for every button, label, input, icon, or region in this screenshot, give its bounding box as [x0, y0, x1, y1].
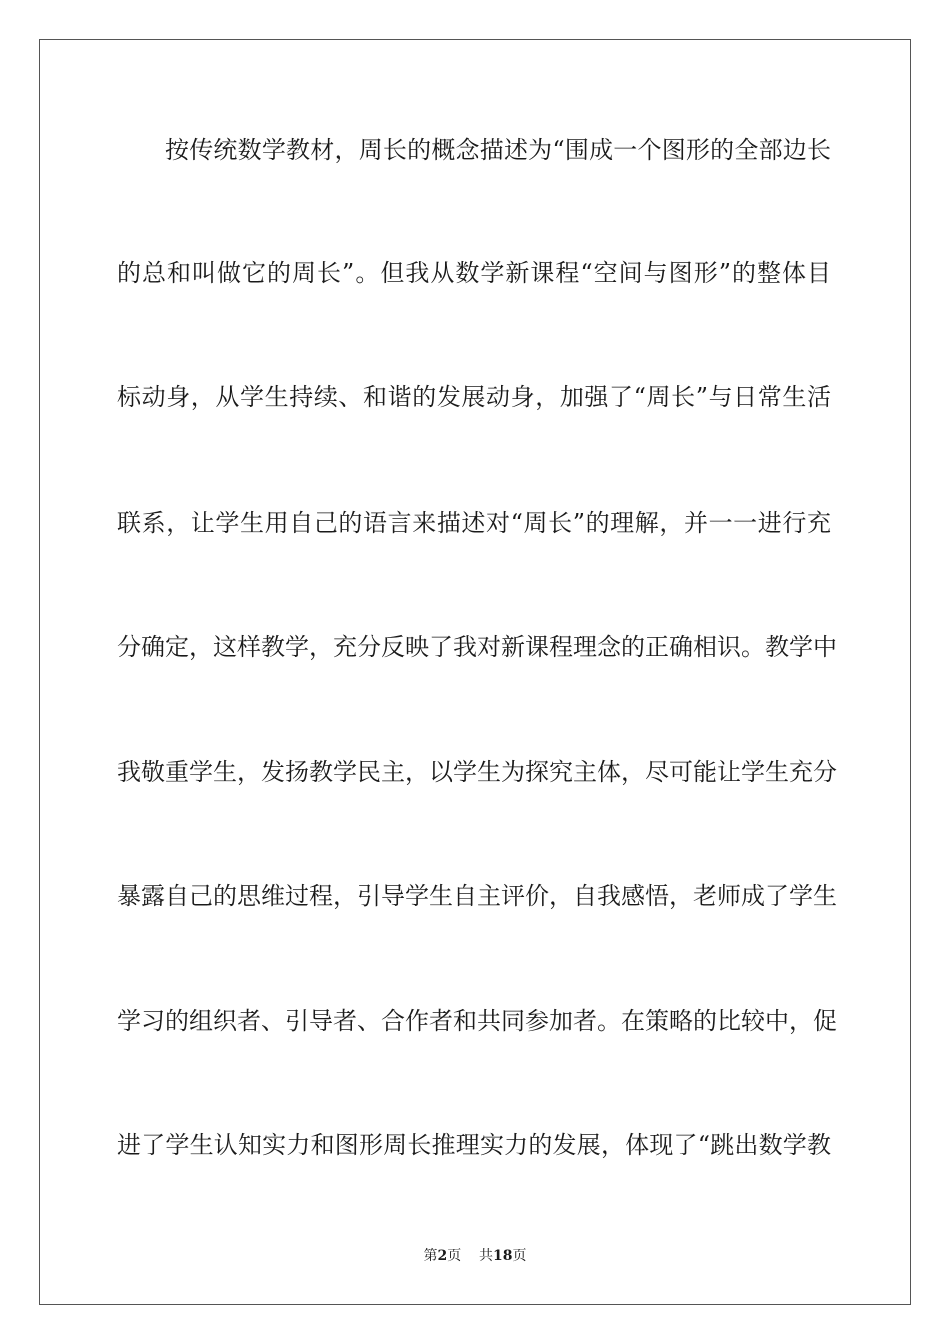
paragraph-line: 分确定，这样教学，充分反映了我对新课程理念的正确相识。教学中	[117, 633, 837, 661]
paragraph-line: 我敬重学生，发扬教学民主，以学生为探究主体，尽可能让学生充分	[117, 758, 837, 786]
paragraph-line: 联系，让学生用自己的语言来描述对“周长”的理解，并一一进行充	[117, 509, 831, 537]
page-prefix: 第	[423, 1248, 438, 1264]
paragraph-line: 按传统数学教材，周长的概念描述为“围成一个图形的全部边长	[165, 136, 831, 164]
page-suffix: 页	[447, 1248, 462, 1264]
paragraph-line: 学习的组织者、引导者、合作者和共同参加者。在策略的比较中，促	[117, 1007, 837, 1035]
paragraph-line: 进了学生认知实力和图形周长推理实力的发展，体现了“跳出数学教	[117, 1131, 831, 1159]
page-border	[39, 39, 911, 1305]
total-suffix: 页	[512, 1248, 527, 1264]
paragraph-line: 的总和叫做它的周长”。但我从数学新课程“空间与图形”的整体目	[117, 259, 831, 287]
paragraph-line: 标动身，从学生持续、和谐的发展动身，加强了“周长”与日常生活	[117, 383, 831, 411]
total-pages: 18	[493, 1248, 513, 1264]
paragraph-line: 暴露自己的思维过程，引导学生自主评价，自我感悟，老师成了学生	[117, 882, 837, 910]
total-prefix: 共	[479, 1248, 494, 1264]
page-footer	[0, 1247, 950, 1265]
page-number: 2	[437, 1248, 448, 1264]
